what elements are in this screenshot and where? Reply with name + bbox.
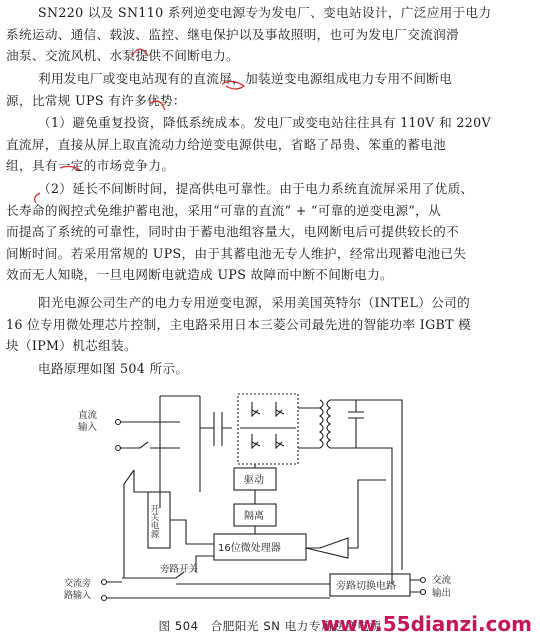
site-watermark: www.55dianzi.com — [320, 612, 532, 636]
mcu-out-wire — [196, 556, 214, 572]
text-line: 系统运动、通信、载波、监控、继电保护以及事故照明，也可为发电厂交流润滑 — [6, 26, 460, 42]
figure-caption: 图 504 合肥阳光 SN 电力专用逆变电源 — [158, 619, 382, 633]
text-line: 源，比常规 UPS 有许多优势： — [6, 92, 186, 108]
power-switch — [124, 470, 148, 578]
text-line: 组，具有一定的市场竞争力。 — [6, 158, 175, 174]
paragraph-6 — [6, 358, 534, 380]
paragraph-1 — [6, 2, 534, 67]
text-line: 直流屏，直接从屏上取直流动力给逆变电源供电，省略了昂贵、笨重的蓄电池 — [6, 136, 447, 152]
text-line: 利用发电厂或变电站现有的直流屏，加装逆变电源组成电力专用不间断电 — [38, 71, 453, 86]
dc-input-terminals — [116, 420, 121, 451]
ac-output-label-1: 交流 — [432, 575, 452, 586]
bypass-transfer-label: 旁路切换电路 — [336, 581, 396, 592]
dc-input-label-1: 直流 — [78, 410, 98, 421]
igbt-bridge — [238, 394, 298, 464]
ac-output-wires — [410, 580, 420, 592]
feedback-amp — [306, 480, 370, 558]
text-line: 电路原理如图 504 所示。 — [38, 361, 189, 376]
dc-input-label-2: 输入 — [78, 422, 98, 433]
text-line: （2）延长不间断时间，提高供电可靠性。由于电力系统直流屏采用了优质、 — [38, 181, 474, 196]
text-line: 间断时间。若采用常规的 UPS，由于其蓄电池无专人维护，经常出现蓄电池已失 — [6, 245, 467, 261]
bus-line — [160, 396, 200, 508]
ac-output-terminals — [421, 578, 426, 595]
text-line: SN220 以及 SN110 系列逆变电源专为发电厂、变电站设计，广泛应用于电力 — [38, 5, 492, 20]
text-line: 阳光电源公司生产的电力专用逆变电源，采用美国英特尔（INTEL）公司的 — [38, 295, 471, 310]
text-line: 而提高了系统的可靠性，同时由于蓄电池组容量大，电网断电后可提供较长的不 — [6, 224, 460, 240]
paragraph-3 — [6, 112, 534, 177]
ac-bypass-label-1: 交流旁 — [64, 579, 92, 589]
paragraph-4 — [6, 178, 534, 286]
capacitor — [200, 412, 232, 446]
circuit-diagram — [0, 388, 540, 620]
text-line: 块（IPM）机芯组装。 — [6, 338, 137, 354]
dc-bus-wires — [121, 422, 180, 448]
ac-bypass-label-2: 路输入 — [64, 591, 92, 601]
transformer-primary — [320, 400, 323, 448]
text-line: 16 位专用微处理芯片控制，主电路采用日本三菱公司最先进的智能功率 IGBT 模 — [6, 316, 472, 332]
output-filter — [330, 400, 380, 448]
transformer-secondary — [327, 400, 330, 448]
power-wire — [170, 520, 214, 544]
text-line: （1）避免重复投资，降低系统成本。发电厂或变电站往往具有 110V 和 220V — [38, 115, 491, 130]
bypass-switch-label: 旁路开关 — [160, 564, 199, 575]
ac-bypass-input-terminals — [102, 580, 107, 601]
paragraph-5 — [6, 292, 534, 357]
text-line: 长寿命的阀控式免维护蓄电池，采用“可靠的直流” + “可靠的逆变电源”，从 — [6, 202, 442, 218]
bridge-out-wires — [298, 408, 320, 448]
isolation-label: 隔离 — [244, 511, 264, 522]
text-line: 效而无人知晓，一旦电网断电就造成 UPS 故障而中断不间断电力。 — [6, 267, 393, 283]
text-line: 油泵、交流风机、水泵提供不间断电力。 — [6, 48, 239, 64]
inverter-output-wires — [380, 400, 402, 584]
ac-output-label-2: 输出 — [432, 588, 452, 599]
switching-power-label: 开关电源 — [149, 504, 159, 538]
mcu-label: 16位微处理器 — [218, 543, 281, 554]
driver-label: 驱动 — [244, 475, 264, 486]
paragraph-2 — [6, 68, 534, 111]
